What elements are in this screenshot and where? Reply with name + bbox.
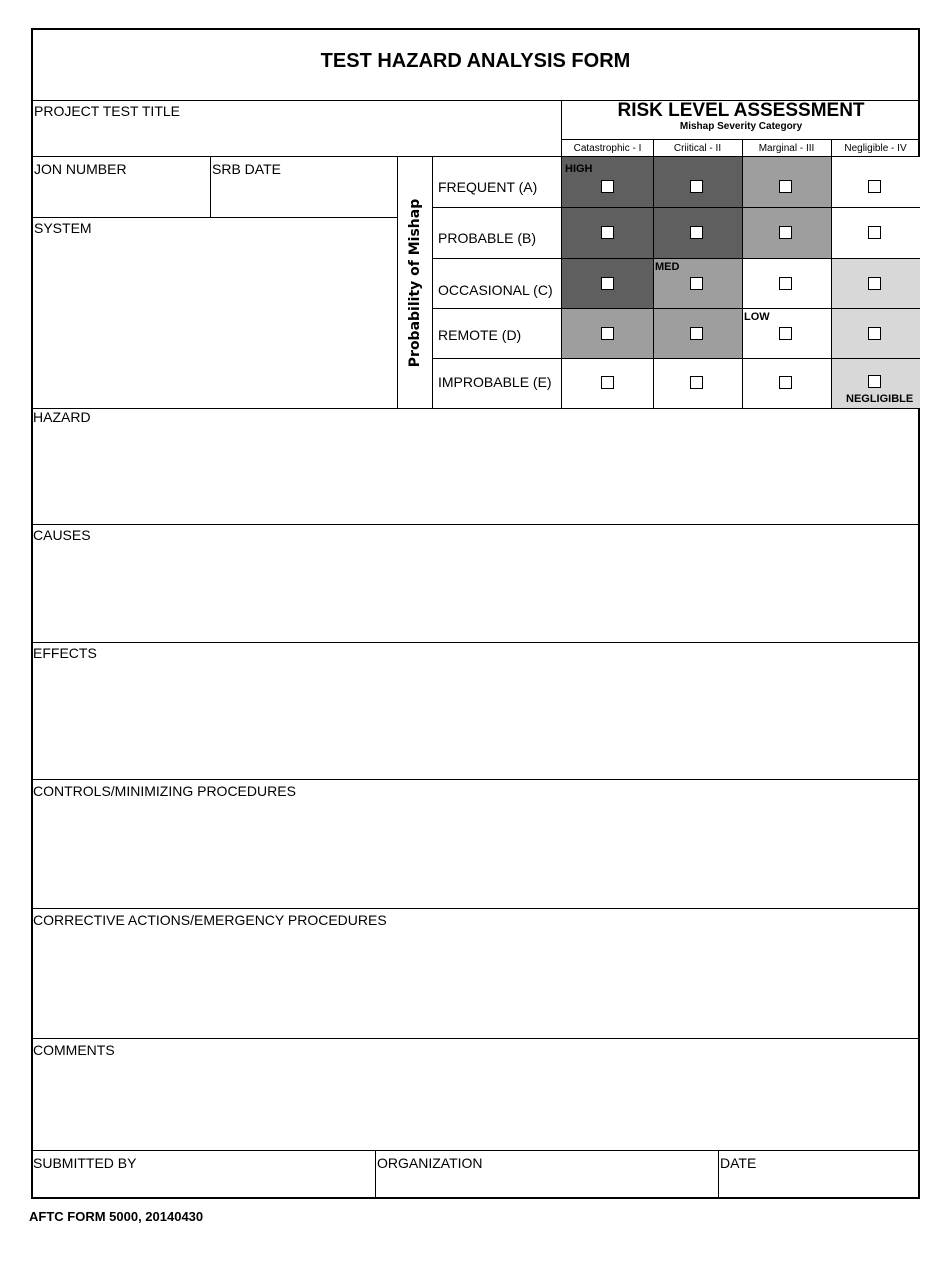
checkbox-c3[interactable] (779, 277, 792, 290)
controls-label: CONTROLS/MINIMIZING PROCEDURES (33, 783, 296, 799)
checkbox-a3[interactable] (779, 180, 792, 193)
divider (31, 908, 920, 909)
high-level-tag: HIGH (565, 163, 593, 175)
divider (432, 258, 920, 259)
corrective-actions-field[interactable] (33, 929, 917, 1035)
divider (375, 1150, 376, 1199)
checkbox-a2[interactable] (690, 180, 703, 193)
organization-field[interactable] (377, 1172, 714, 1196)
checkbox-b1[interactable] (601, 226, 614, 239)
col-header-marginal: Marginal - III (758, 143, 815, 154)
divider (31, 642, 920, 643)
jon-number-field[interactable] (34, 178, 206, 214)
controls-field[interactable] (33, 800, 917, 905)
negligible-level-tag: NEGLIGIBLE (846, 393, 914, 405)
form-number: AFTC FORM 5000, 20140430 (29, 1209, 204, 1224)
col-header-negligible: Negligible - IV (844, 143, 907, 154)
col-header-catastrophic: Catastrophic - I (573, 143, 642, 154)
project-test-title-label: PROJECT TEST TITLE (34, 103, 181, 119)
effects-label: EFFECTS (33, 645, 97, 661)
checkbox-c2[interactable] (690, 277, 703, 290)
risk-cell-b2 (653, 207, 742, 258)
organization-label: ORGANIZATION (377, 1155, 483, 1171)
divider (31, 217, 397, 218)
risk-level-title: RISK LEVEL ASSESSMENT (617, 100, 865, 121)
risk-cell-c4 (831, 258, 920, 308)
probability-axis-label: Probability of Mishap (406, 198, 423, 367)
row-improbable: IMPROBABLE (E) (438, 374, 552, 390)
divider (210, 157, 211, 217)
risk-cell-c3 (742, 258, 831, 308)
checkbox-d4[interactable] (868, 327, 881, 340)
risk-cell-d1 (562, 308, 653, 358)
checkbox-e2[interactable] (690, 376, 703, 389)
risk-cell-a1 (562, 157, 653, 207)
checkbox-a1[interactable] (601, 180, 614, 193)
corrective-actions-label: CORRECTIVE ACTIONS/EMERGENCY PROCEDURES (33, 912, 387, 928)
checkbox-b4[interactable] (868, 226, 881, 239)
divider (31, 779, 920, 780)
divider (653, 139, 654, 408)
hazard-field[interactable] (33, 426, 917, 522)
risk-cell-d3 (742, 308, 831, 358)
jon-number-label: JON NUMBER (34, 161, 127, 177)
risk-cell-e2 (653, 358, 742, 408)
risk-cell-a2 (653, 157, 742, 207)
checkbox-e1[interactable] (601, 376, 614, 389)
srb-date-field[interactable] (212, 178, 392, 214)
row-probable: PROBABLE (B) (438, 230, 537, 246)
row-occasional: OCCASIONAL (C) (438, 282, 553, 298)
divider (432, 358, 920, 359)
divider (432, 308, 920, 309)
severity-category-subtitle: Mishap Severity Category (679, 121, 803, 132)
risk-cell-c2 (653, 258, 742, 308)
checkbox-a4[interactable] (868, 180, 881, 193)
divider (31, 524, 920, 525)
checkbox-d2[interactable] (690, 327, 703, 340)
risk-cell-e3 (742, 358, 831, 408)
checkbox-b2[interactable] (690, 226, 703, 239)
divider (742, 139, 743, 408)
submitted-by-field[interactable] (33, 1172, 371, 1196)
checkbox-e3[interactable] (779, 376, 792, 389)
row-remote: REMOTE (D) (438, 327, 522, 343)
checkbox-d3[interactable] (779, 327, 792, 340)
comments-label: COMMENTS (33, 1042, 115, 1058)
checkbox-b3[interactable] (779, 226, 792, 239)
col-header-critical: Criitical - II (673, 143, 722, 154)
low-level-tag: LOW (744, 311, 770, 323)
checkbox-c4[interactable] (868, 277, 881, 290)
risk-cell-b1 (562, 207, 653, 258)
date-label: DATE (720, 1155, 757, 1171)
divider (831, 139, 832, 408)
hazard-label: HAZARD (33, 409, 91, 425)
risk-cell-b3 (742, 207, 831, 258)
risk-cell-c1 (562, 258, 653, 308)
submitted-by-label: SUBMITTED BY (33, 1155, 137, 1171)
risk-cell-a3 (742, 157, 831, 207)
checkbox-d1[interactable] (601, 327, 614, 340)
divider (718, 1150, 719, 1199)
risk-cell-e4 (831, 358, 920, 408)
med-level-tag: MED (655, 261, 680, 273)
divider (31, 1150, 920, 1151)
risk-cell-b4 (831, 207, 920, 258)
comments-field[interactable] (33, 1059, 917, 1147)
causes-label: CAUSES (33, 527, 91, 543)
system-field[interactable] (34, 238, 392, 404)
risk-cell-d2 (653, 308, 742, 358)
row-frequent: FREQUENT (A) (438, 179, 538, 195)
divider (31, 1038, 920, 1039)
risk-cell-d4 (831, 308, 920, 358)
divider (31, 408, 920, 409)
risk-cell-a4 (831, 157, 920, 207)
checkbox-e4[interactable] (868, 375, 881, 388)
date-field[interactable] (720, 1172, 916, 1196)
effects-field[interactable] (33, 662, 917, 776)
srb-date-label: SRB DATE (212, 161, 281, 177)
form-title: TEST HAZARD ANALYSIS FORM (320, 50, 631, 72)
project-test-title-field[interactable] (34, 118, 554, 154)
causes-field[interactable] (33, 544, 917, 640)
divider (432, 207, 920, 208)
risk-cell-e1 (562, 358, 653, 408)
system-label: SYSTEM (34, 220, 92, 236)
checkbox-c1[interactable] (601, 277, 614, 290)
